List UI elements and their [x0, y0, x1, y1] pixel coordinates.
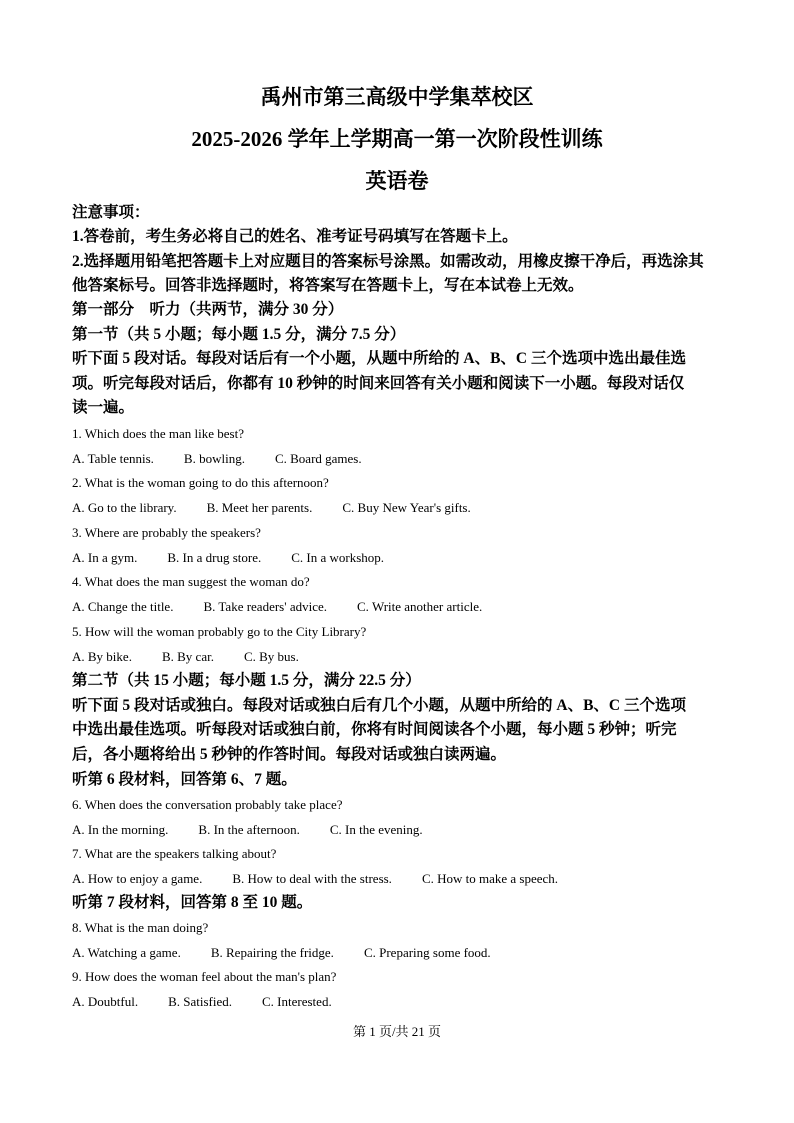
options-2 [72, 499, 501, 517]
notes-item-2-line-1: 2.选择题用铅笔把答题卡上对应题目的答案标号涂黑。如需改动，用橡皮擦干净后，再选涂其 [72, 253, 704, 270]
notes-item-2-line-2: 他答案标号。回答非选择题时，将答案写在答题卡上，写在本试卷上无效。 [72, 277, 584, 294]
option-a: A. Doubtful. [72, 994, 139, 1009]
options-6 [72, 821, 453, 839]
question-7: 7. What are the speakers talking about? [72, 846, 277, 861]
option-a: A. In a gym. [72, 550, 138, 565]
option-c: C. Interested. [262, 994, 332, 1009]
options-4 [72, 598, 512, 616]
subject-title: 英语卷 [365, 169, 429, 193]
option-b: B. Satisfied. [168, 994, 233, 1009]
notes-heading: 注意事项： [72, 204, 150, 221]
section1-instructions-line-3: 读一遍。 [72, 399, 135, 416]
option-a: A. In the morning. [72, 822, 169, 837]
question-5: 5. How will the woman probably go to the City Library? [72, 624, 367, 639]
question-2: 2. What is the woman going to do this afternoon? [72, 475, 329, 490]
material-6-heading: 听第 6 段材料，回答第 6、7 题。 [72, 771, 297, 788]
option-a: A. By bike. [72, 649, 132, 664]
options-1 [72, 450, 392, 468]
option-b: B. In the afternoon. [198, 822, 300, 837]
option-c: C. Buy New Year's gifts. [342, 500, 471, 515]
options-9 [72, 993, 362, 1011]
option-c: C. Write another article. [357, 599, 483, 614]
option-a: A. Go to the library. [72, 500, 177, 515]
question-8: 8. What is the man doing? [72, 920, 209, 935]
options-5 [72, 648, 329, 666]
question-9: 9. How does the woman feel about the man's plan? [72, 969, 337, 984]
option-c: C. Board games. [274, 451, 362, 466]
option-c: C. Preparing some food. [363, 945, 491, 960]
section1-title: 第一节（共 5 小题；每小题 1.5 分，满分 7.5 分） [72, 326, 406, 343]
option-b: B. How to deal with the stress. [232, 871, 392, 886]
option-c: C. How to make a speech. [421, 871, 559, 886]
exam-title: 2025-2026 学年上学期高一第一次阶段性训练 [191, 127, 603, 151]
question-1: 1. Which does the man like best? [72, 426, 244, 441]
part1-title: 第一部分 听力（共两节，满分 30 分） [72, 301, 344, 318]
section2-instructions-line-3: 后，各小题将给出 5 秒钟的作答时间。每段对话或独白读两遍。 [72, 746, 507, 763]
option-b: B. By car. [161, 649, 214, 664]
question-4: 4. What does the man suggest the woman do? [72, 574, 310, 589]
section1-instructions-line-1: 听下面 5 段对话。每段对话后有一个小题，从题中所给的 A、B、C 三个选项中选出最佳选 [72, 350, 686, 367]
options-7 [72, 870, 588, 888]
school-title: 禹州市第三高级中学集萃校区 [260, 85, 534, 109]
option-c: C. In a workshop. [291, 550, 385, 565]
notes-item-1: 1.答卷前，考生务必将自己的姓名、准考证号码填写在答题卡上。 [72, 228, 518, 245]
option-a: A. Table tennis. [72, 451, 154, 466]
section2-title: 第二节（共 15 小题；每小题 1.5 分，满分 22.5 分） [72, 672, 421, 689]
options-3 [72, 549, 414, 567]
section2-instructions-line-1: 听下面 5 段对话或独白。每段对话或独白后有几个小题，从题中所给的 A、B、C 三个选项 [72, 697, 686, 714]
options-8 [72, 944, 521, 962]
option-b: B. Take readers' advice. [203, 599, 328, 614]
option-b: B. Meet her parents. [206, 500, 313, 515]
option-b: B. In a drug store. [167, 550, 262, 565]
option-a: A. How to enjoy a game. [72, 871, 203, 886]
question-3: 3. Where are probably the speakers? [72, 525, 261, 540]
material-7-heading: 听第 7 段材料，回答第 8 至 10 题。 [72, 894, 313, 911]
option-c: C. In the evening. [329, 822, 423, 837]
option-c: C. By bus. [243, 649, 299, 664]
question-6: 6. When does the conversation probably take place? [72, 797, 343, 812]
option-b: B. bowling. [183, 451, 245, 466]
section1-instructions-line-2: 项。听完每段对话后，你都有 10 秒钟的时间来回答有关小题和阅读下一小题。每段对话仅 [72, 375, 685, 392]
page-number: 第 1 页/共 21 页 [352, 1024, 442, 1039]
option-a: A. Change the title. [72, 599, 174, 614]
option-b: B. Repairing the fridge. [210, 945, 334, 960]
option-a: A. Watching a game. [72, 945, 181, 960]
section2-instructions-line-2: 中选出最佳选项。听每段对话或独白前，你将有时间阅读各个小题，每小题 5 秒钟；听完 [72, 721, 677, 738]
